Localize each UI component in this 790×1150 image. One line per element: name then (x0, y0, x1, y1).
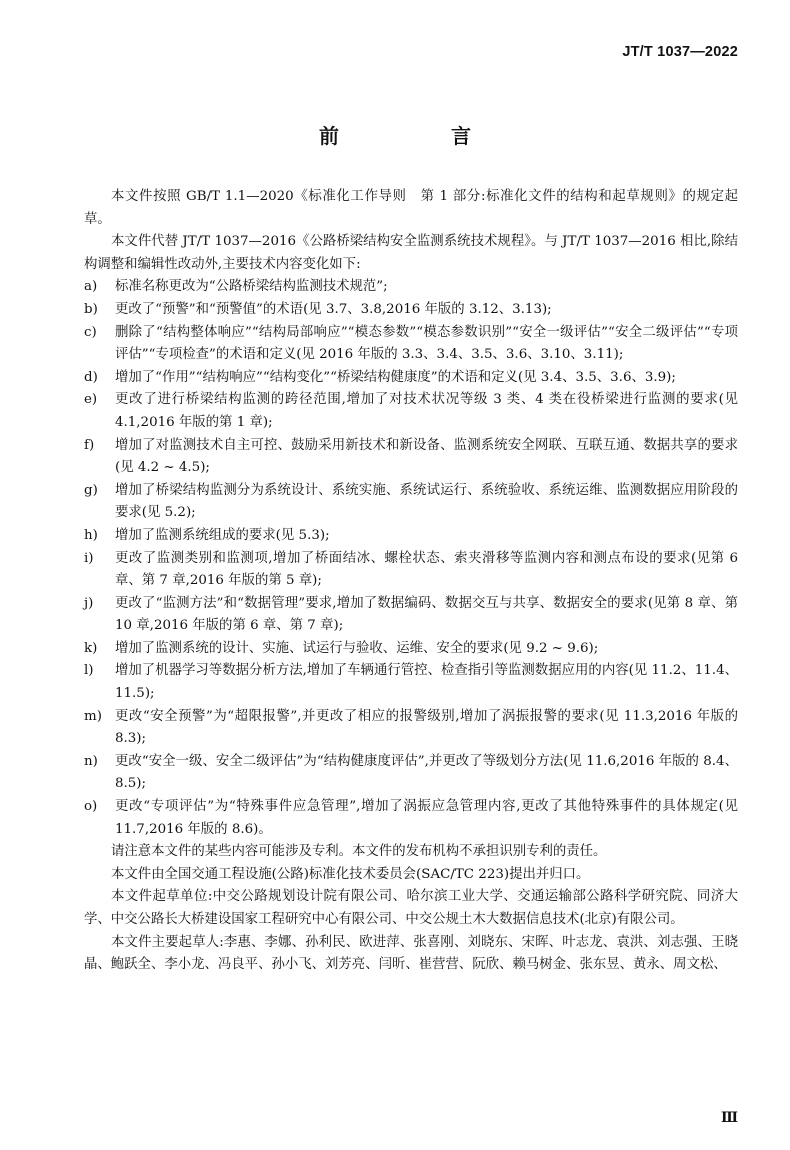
standard-code: JT/T 1037—2022 (622, 44, 738, 60)
list-item-text: 删除了“结构整体响应”“结构局部响应”“模态参数”“模态参数识别”“安全一级评估”“安全二级评估”“专项评估”“专项检查”的术语和定义(见 2016 年版的 3.3、3.4、3.5、3.6、3.10、3.11); (115, 324, 738, 363)
list-item-label: k) (84, 640, 98, 656)
list-item-text: 更改了进行桥梁结构监测的跨径范围,增加了对技术状况等级 3 类、4 类在役桥梁进行监测的要求(见 4.1,2016 年版的第 1 章); (115, 392, 738, 430)
list-item (84, 548, 738, 593)
list-item-text: 增加了“作用”“结构响应”“结构变化”“桥梁结构健康度”的术语和定义(见 3.4、3.5、3.6、3.9); (115, 369, 676, 385)
page-number: Ⅲ (720, 1110, 738, 1126)
list-item (84, 796, 738, 841)
change-list (84, 276, 738, 841)
list-item-label: j) (84, 595, 94, 611)
list-item-label: o) (84, 799, 98, 815)
list-item-label: n) (84, 753, 98, 769)
list-item-text: 增加了机器学习等数据分析方法,增加了车辆通行管控、检查指引等监测数据应用的内容(见 11.2、11.4、11.5); (115, 663, 738, 702)
list-item-label: m) (84, 708, 102, 724)
list-item (84, 322, 738, 367)
list-item-label: c) (84, 324, 97, 340)
intro-paragraph-1: 本文件按照 GB/T 1.1—2020《标准化工作导则 第 1 部分:标准化文件的结构和起草规则》的规定起草。 (84, 189, 738, 227)
drafting-organizations: 本文件起草单位:中交公路规划设计院有限公司、哈尔滨工业大学、交通运输部公路科学研究院、同济大学、中交公路长大桥建设国家工程研究中心有限公司、中交公规土木大数据信息技术(北京)有限公司。 (84, 889, 738, 927)
list-item-label: l) (84, 663, 94, 679)
list-item (84, 276, 738, 299)
list-item-label: g) (84, 482, 98, 498)
list-item-text: 增加了监测系统的设计、实施、试运行与验收、运维、安全的要求(见 9.2 ~ 9.6); (115, 640, 599, 656)
foreword-body (84, 186, 738, 977)
page-title: 前 言 (319, 124, 517, 148)
list-item-text: 更改“安全预警”为“超限报警”,并更改了相应的报警级别,增加了涡振报警的要求(见 11.3,2016 年版的 8.3); (115, 708, 738, 747)
list-item (84, 389, 738, 434)
list-item (84, 751, 738, 796)
list-item (84, 660, 738, 705)
list-item-text: 更改了“监测方法”和“数据管理”要求,增加了数据编码、数据交互与共享、数据安全的要求(见第 8 章、第 10 章,2016 年版的第 6 章、第 7 章); (115, 595, 738, 634)
list-item (84, 367, 738, 390)
list-item-label: a) (84, 279, 98, 295)
list-item-label: h) (84, 527, 98, 543)
list-item-text: 更改“安全一级、安全二级评估”为“结构健康度评估”,并更改了等级划分方法(见 11.6,2016 年版的 8.4、8.5); (115, 753, 738, 792)
list-item (84, 480, 738, 525)
list-item-label: b) (84, 301, 98, 317)
list-item (84, 706, 738, 751)
list-item-text: 增加了桥梁结构监测分为系统设计、系统实施、系统试运行、系统验收、系统运维、监测数据应用阶段的要求(见 5.2); (115, 482, 738, 521)
intro-paragraph-2: 本文件代替 JT/T 1037—2016《公路桥梁结构安全监测系统技术规程》。与 JT/T 1037—2016 相比,除结构调整和编辑性改动外,主要技术内容变化如下: (84, 234, 738, 272)
proposer-statement: 本文件由全国交通工程设施(公路)标准化技术委员会(SAC/TC 223)提出并归口。 (111, 866, 590, 882)
patent-notice: 请注意本文件的某些内容可能涉及专利。本文件的发布机构不承担识别专利的责任。 (111, 844, 607, 860)
list-item (84, 525, 738, 548)
list-item-text: 标准名称更改为“公路桥梁结构监测技术规范”; (115, 279, 388, 295)
list-item-text: 增加了对监测技术自主可控、鼓励采用新技术和新设备、监测系统安全网联、互联互通、数据共享的要求(见 4.2 ~ 4.5); (115, 437, 738, 476)
list-item-label: i) (84, 550, 94, 566)
list-item-label: d) (84, 369, 98, 385)
list-item-text: 增加了监测系统组成的要求(见 5.3); (115, 527, 330, 543)
list-item-text: 更改“专项评估”为“特殊事件应急管理”,增加了涡振应急管理内容,更改了其他特殊事件的具体规定(见 11.7,2016 年版的 8.6)。 (115, 799, 738, 837)
list-item-text: 更改了“预警”和“预警值”的术语(见 3.7、3.8,2016 年版的 3.12、3.13); (115, 301, 552, 317)
list-item-label: f) (84, 437, 95, 453)
list-item-text: 更改了监测类别和监测项,增加了桥面结冰、螺栓状态、索夹滑移等监测内容和测点布设的要求(见第 6 章、第 7 章,2016 年版的第 5 章); (115, 550, 738, 589)
list-item-label: e) (84, 392, 98, 408)
list-item (84, 435, 738, 480)
drafters: 本文件主要起草人:李惠、李娜、孙利民、欧进萍、张喜刚、刘晓东、宋晖、叶志龙、袁洪、刘志强、王晓晶、鲍跃全、李小龙、冯良平、孙小飞、刘芳亮、闫昕、崔营营、阮欣、赖马树金、张东昱、黄永、周文松、 (84, 934, 738, 973)
list-item (84, 638, 738, 661)
list-item (84, 299, 738, 322)
list-item (84, 593, 738, 638)
